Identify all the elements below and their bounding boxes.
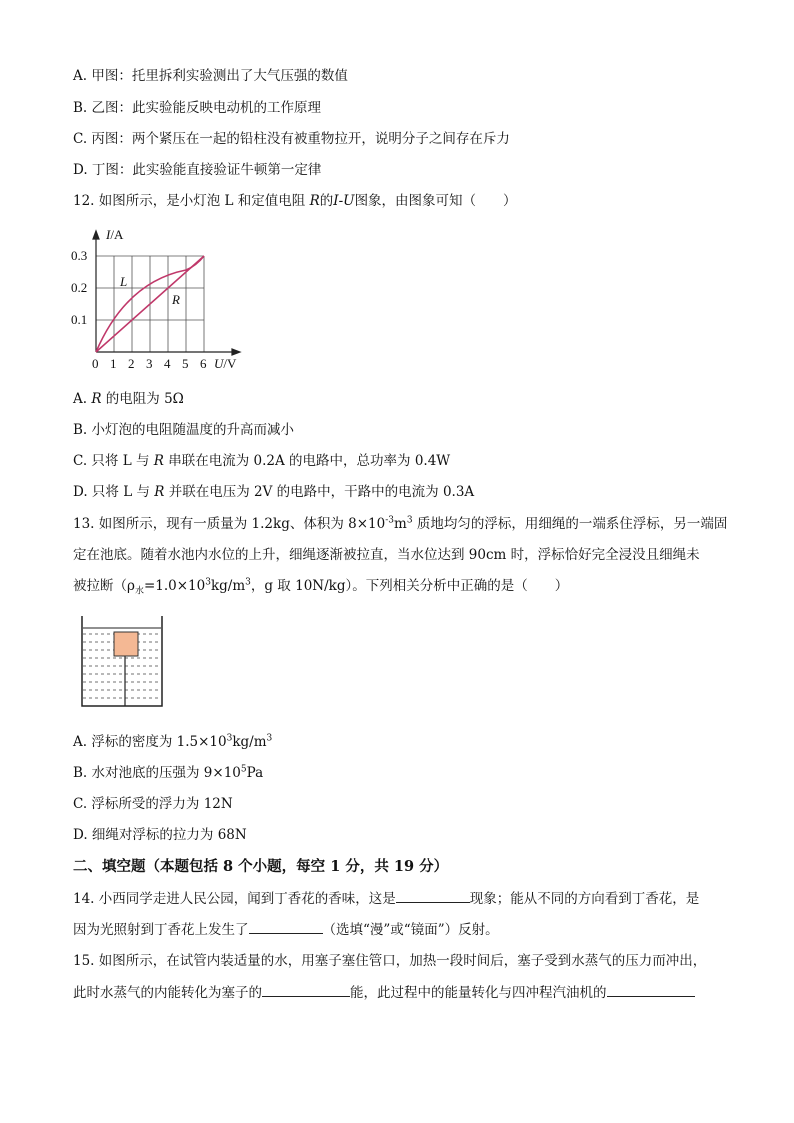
x-tick-2: 2 — [128, 356, 135, 371]
q15-blank-2[interactable] — [607, 982, 695, 997]
y-tick-0.2: 0.2 — [71, 280, 88, 295]
q14-blank-2[interactable] — [249, 919, 323, 934]
q15-line2: 此时水蒸气的内能转化为塞子的 能，此过程中的能量转化与四冲程汽油机的 — [73, 982, 695, 1003]
pool-container — [82, 616, 162, 706]
x-axis-arrow — [232, 349, 240, 355]
q12-stem: 12. 如图所示，是小灯泡 L 和定值电阻 R的I-U图象，由图象可知（ ） — [73, 193, 517, 209]
x-tick-6: 6 — [200, 356, 207, 371]
x-tick-3: 3 — [146, 356, 153, 371]
q12-option-b: B. 小灯泡的电阻随温度的升高而减小 — [73, 422, 295, 438]
y-axis-arrow — [93, 231, 99, 239]
x-tick-1: 1 — [110, 356, 117, 371]
q13-option-a: A. 浮标的密度为 $1.5\times 10^3kg/m^3$ — [73, 733, 273, 750]
q12-option-d: D. 只将 L 与 R 并联在电压为 2V 的电路中，干路中的电流为 0.3A — [73, 484, 475, 500]
y-tick-0.1: 0.1 — [71, 312, 88, 327]
q11-option-a: A. 甲图：托里拆利实验测出了大气压强的数值 — [73, 68, 348, 84]
float-block — [114, 632, 138, 656]
q13-stem-line3: 被拉断（$\rho_水=1.0\times 10^3kg/m^3$，g 取 10N/kg）。下列相关分析中正确的是（ ） — [73, 577, 569, 597]
q13-stem-line1: 13. 如图所示，现有一质量为 1.2kg、体积为 $8\times 10^{-3}m^3$ 质地均匀的浮标，用细绳的一端系住浮标，另一端固 — [73, 515, 728, 532]
q13-option-c: C. 浮标所受的浮力为 12N — [73, 796, 233, 812]
x-tick-0: 0 — [92, 356, 99, 371]
q11-option-c: C. 丙图：两个紧压在一起的铅柱没有被重物拉开，说明分子之间存在斥力 — [73, 131, 510, 147]
q12-option-c: C. 只将 L 与 R 串联在电流为 0.2A 的电路中，总功率为 0.4W — [73, 453, 451, 469]
q14-line2: 因为光照射到丁香花上发生了 （选填“漫”或“镜面”）反射。 — [73, 919, 499, 940]
q14-blank-1[interactable] — [396, 888, 470, 903]
pool-figure — [74, 604, 170, 714]
y-tick-0.3: 0.3 — [71, 248, 88, 263]
x-tick-4: 4 — [164, 356, 171, 371]
q13-option-d: D. 细绳对浮标的拉力为 68N — [73, 827, 247, 843]
section-heading: 二、填空题（本题包括 8 个小题，每空 1 分，共 19 分） — [73, 858, 449, 875]
curve-l-label: L — [120, 274, 128, 289]
q11-option-d: D. 丁图：此实验能直接验证牛顿第一定律 — [73, 162, 322, 178]
y-axis-label: I/A — [106, 227, 124, 242]
q15-blank-1[interactable] — [262, 982, 350, 997]
q12-option-a: A. R 的电阻为 5Ω — [73, 391, 184, 407]
line-r-label: R — [172, 292, 180, 307]
x-axis-label: U/V — [214, 356, 237, 371]
q13-stem-line2: 定在池底。随着水池内水位的上升，细绳逐渐被拉直，当水位达到 90cm 时，浮标恰好完全浸没且细绳未 — [73, 547, 700, 563]
q15-line1: 15. 如图所示，在试管内装适量的水，用塞子塞住管口，加热一段时间后，塞子受到水蒸气的压力而冲出， — [73, 953, 707, 969]
x-tick-5: 5 — [182, 356, 189, 371]
iu-graph — [66, 222, 252, 374]
q11-option-b: B. 乙图：此实验能反映电动机的工作原理 — [73, 100, 322, 116]
q13-option-b: B. 水对池底的压强为 $9\times 10^5Pa$ — [73, 764, 264, 781]
q14-line1: 14. 小西同学走进人民公园，闻到丁香花的香味，这是 现象；能从不同的方向看到丁香花，是 — [73, 888, 699, 909]
